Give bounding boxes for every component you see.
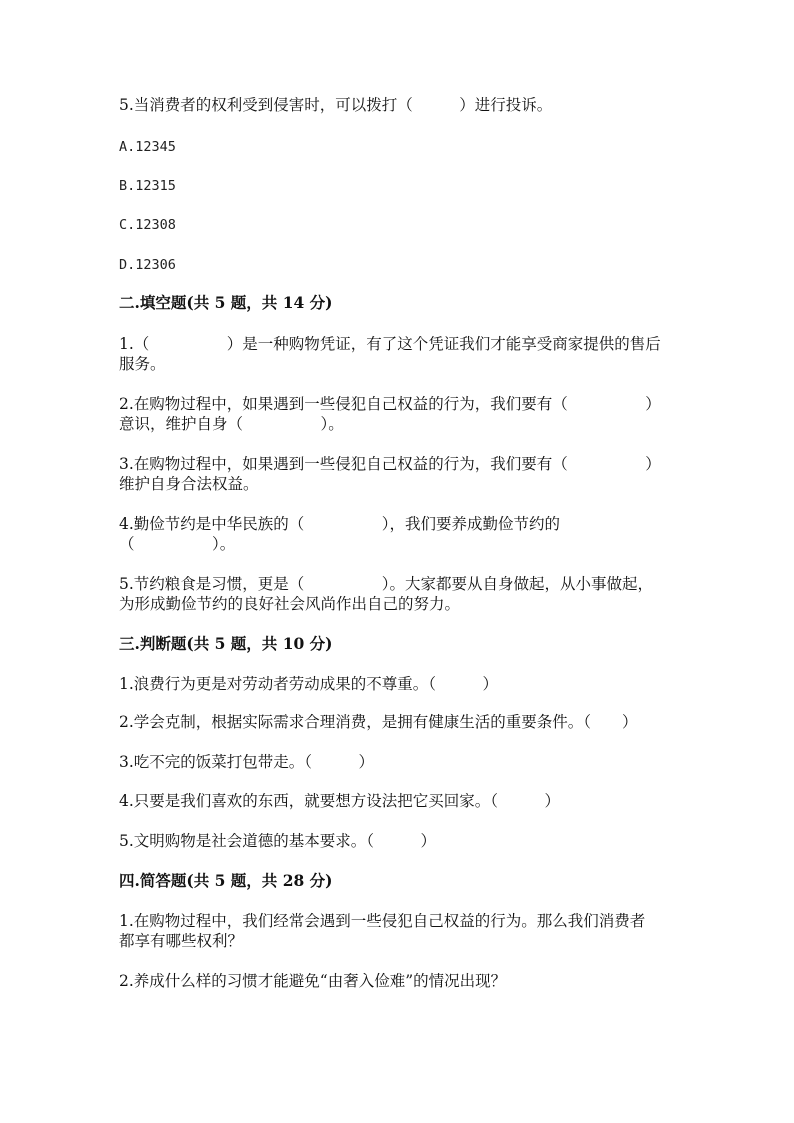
judge-q5: 5.文明购物是社会道德的基本要求。（ ） (119, 832, 437, 850)
option-a: A.12345 (119, 139, 176, 155)
judge-q4: 4.只要是我们喜欢的东西，就要想方设法把它买回家。（ ） (119, 792, 561, 810)
fill-q5-line2: 为形成勤俭节约的良好社会风尚作出自己的努力。 (119, 595, 461, 613)
fill-q1-line2: 服务。 (119, 355, 166, 373)
judge-q3: 3.吃不完的饭菜打包带走。（ ） (119, 753, 375, 771)
judge-q1: 1.浪费行为更是对劳动者劳动成果的不尊重。（ ） (119, 675, 499, 693)
fill-q2-line1: 2.在购物过程中，如果遇到一些侵犯自己权益的行为，我们要有（ ） (119, 395, 661, 413)
fill-q2-line2: 意识，维护自身（ ）。 (119, 415, 344, 433)
fill-q3-line1: 3.在购物过程中，如果遇到一些侵犯自己权益的行为，我们要有（ ） (119, 455, 661, 473)
fill-q5-line1: 5.节约粮食是习惯，更是（ ）。大家都要从自身做起，从小事做起， (119, 575, 654, 593)
question-5-choice: 5.当消费者的权利受到侵害时，可以拨打（ ）进行投诉。 (119, 96, 553, 114)
fill-q4-line2: （ ）。 (119, 535, 236, 553)
judge-q2: 2.学会克制，根据实际需求合理消费，是拥有健康生活的重要条件。（ ） (119, 713, 638, 731)
short-q1-line2: 都享有哪些权利？ (119, 932, 244, 950)
section-2-heading: 二.填空题(共 5 题，共 14 分) (119, 293, 333, 312)
option-d: D.12306 (119, 257, 176, 273)
short-q1-line1: 1.在购物过程中，我们经常会遇到一些侵犯自己权益的行为。那么我们消费者 (119, 912, 646, 930)
option-b: B.12315 (119, 178, 176, 194)
section-4-heading: 四.简答题(共 5 题，共 28 分) (119, 871, 333, 890)
section-3-heading: 三.判断题(共 5 题，共 10 分) (119, 634, 333, 653)
fill-q3-line2: 维护自身合法权益。 (119, 475, 259, 493)
short-q2: 2.养成什么样的习惯才能避免“由奢入俭难”的情况出现？ (119, 972, 507, 990)
fill-q1-line1: 1.（ ）是一种购物凭证，有了这个凭证我们才能享受商家提供的售后 (119, 335, 661, 353)
fill-q4-line1: 4.勤俭节约是中华民族的（ ），我们要养成勤俭节约的 (119, 515, 561, 533)
option-c: C.12308 (119, 217, 176, 233)
